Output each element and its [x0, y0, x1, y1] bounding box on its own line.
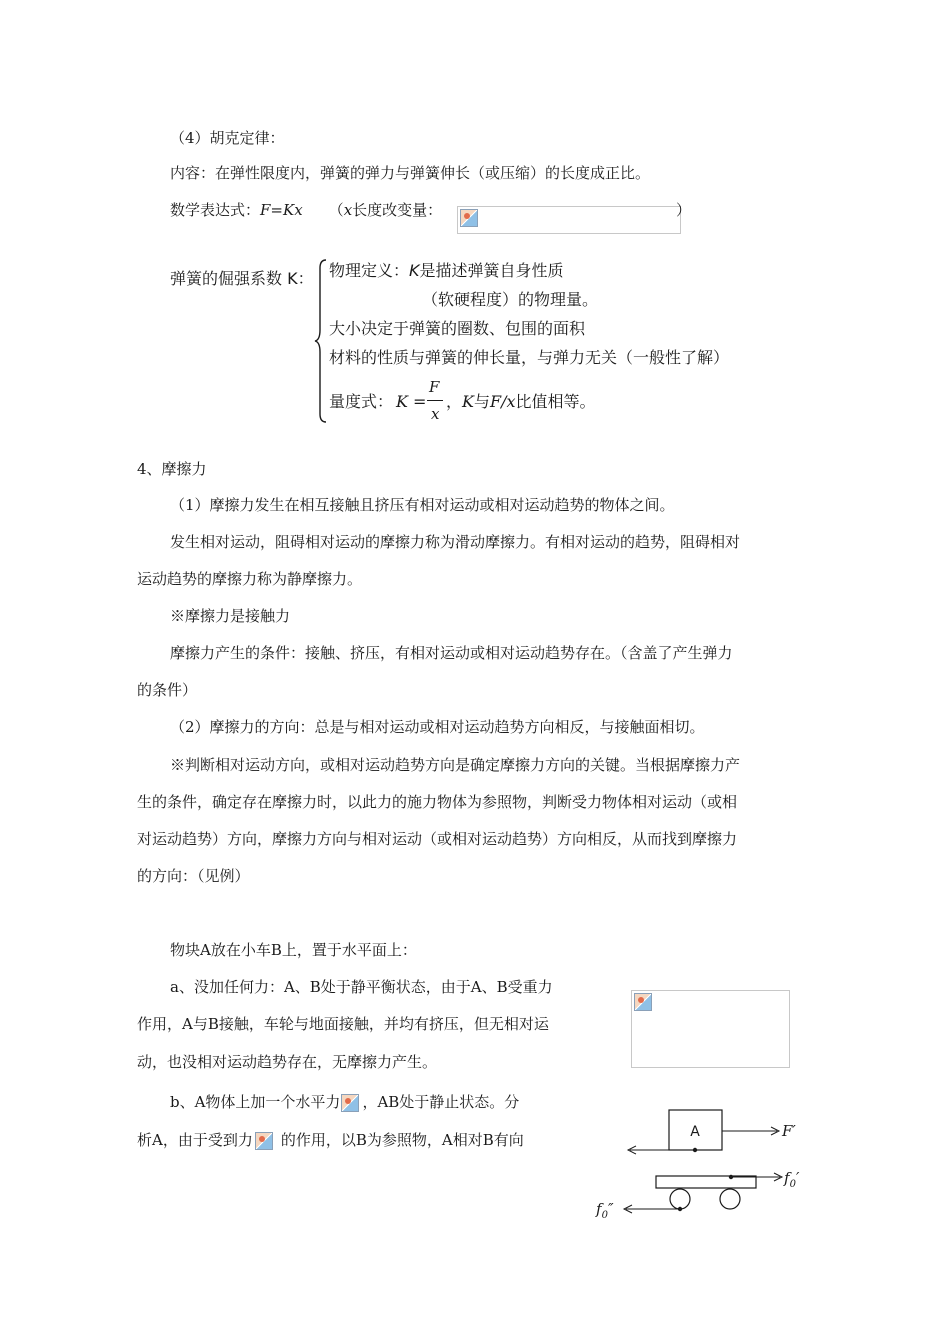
k-var: K — [409, 261, 420, 280]
friction-p2a: 发生相对运动，阻碍相对运动的摩擦力称为滑动摩擦力。有相对运动的趋势，阻碍相对 — [170, 533, 741, 551]
case-a-image-frame — [631, 990, 790, 1068]
case-b2-text-b: 的作用，以B为参照物，A相对B有向 — [280, 1131, 524, 1149]
force-diagram — [590, 1100, 820, 1225]
x-var: x — [343, 201, 353, 219]
friction-p2b: 运动趋势的摩擦力称为静摩擦力。 — [137, 570, 363, 588]
k-equals: K = — [396, 392, 427, 411]
friction-p6c: 对运动趋势）方向，摩擦力方向与相对运动（或相对运动趋势）方向相反，从而找到摩擦力 — [137, 830, 738, 848]
f0-double-prime-label: $f_0''$ — [596, 1200, 614, 1221]
friction-p1: （1）摩擦力发生在相互接触且挤压有相对运动或相对运动趋势的物体之间。 — [170, 496, 675, 514]
case-b-line1 — [170, 1091, 519, 1113]
force-image-icon — [341, 1094, 359, 1112]
case-a-image-icon — [634, 993, 652, 1011]
left-brace — [314, 258, 328, 424]
case-a-line1: a、没加任何力：A、B处于静平衡状态，由于A、B受重力 — [170, 978, 553, 996]
friction-p4a: 摩擦力产生的条件：接触、挤压，有相对运动或相对运动趋势存在。（含盖了产生弹力 — [170, 644, 733, 662]
friction-p6d: 的方向：（见例） — [137, 867, 250, 885]
hooke-formula-line — [170, 199, 442, 221]
k-var-2: K — [462, 392, 474, 411]
case-b-line2 — [137, 1129, 524, 1151]
friction-p6a: ※判断相对运动方向，或相对运动趋势方向是确定摩擦力方向的关键。当根据摩擦力产 — [170, 756, 741, 774]
spring-measure-rest — [446, 391, 596, 413]
ratio: F/x — [489, 392, 516, 411]
case-b2-text-a: 析A，由于受到力 — [137, 1131, 253, 1149]
case-b-text-a: b、A物体上加一个水平力 — [170, 1093, 341, 1111]
spring-material-line: 材料的性质与弹簧的伸长量，与弹力无关（一般性了解） — [329, 348, 730, 367]
contact-point-a — [693, 1148, 697, 1152]
with-text: 与 — [473, 392, 490, 411]
case-a-line2: 作用，A与B接触，车轮与地面接触，并均有挤压，但无相对运 — [137, 1015, 549, 1033]
spring-k-title: 弹簧的倔强系数 K： — [170, 269, 314, 288]
spring-factors-line: 大小决定于弹簧的圈数、包围的面积 — [329, 319, 586, 338]
x-note-close: ） — [676, 201, 692, 219]
block-a-label: A — [690, 1124, 700, 1140]
cart-wheel-right — [720, 1189, 740, 1209]
force-f-inline — [340, 1095, 362, 1111]
cart-wheel-left — [670, 1189, 690, 1209]
spring-measure-label: 量度式： — [329, 392, 394, 411]
fraction-numerator: F — [429, 378, 440, 396]
x-note: 长度改变量： — [352, 201, 443, 219]
formula-prefix: 数学表达式： — [170, 201, 261, 219]
ratio-text: 比值相等。 — [515, 392, 596, 411]
force-label: F′ — [782, 1122, 796, 1140]
x-note-open: （ — [328, 201, 344, 219]
spring-def-line1 — [329, 260, 564, 282]
friction-p6b: 生的条件，确定存在摩擦力时，以此力的施力物体为参照物，判断受力物体相对运动（或相 — [137, 793, 738, 811]
friction-p5: （2）摩擦力的方向：总是与相对运动或相对运动趋势方向相反，与接触面相切。 — [170, 718, 705, 736]
hooke-heading: （4）胡克定律： — [170, 129, 285, 147]
fraction-bar — [427, 400, 443, 401]
ground-contact-point — [678, 1207, 682, 1211]
friction-p3: ※摩擦力是接触力 — [170, 607, 291, 625]
case-b-text-b: ，AB处于静止状态。分 — [362, 1093, 520, 1111]
cart-b-body — [656, 1176, 756, 1188]
spring-def-line2: （软硬程度）的物理量。 — [422, 290, 599, 309]
friction-heading: 4、摩擦力 — [137, 460, 207, 478]
force-image-icon-2 — [255, 1132, 273, 1150]
force-f-inline-2 — [253, 1133, 281, 1149]
case-a-line3: 动，也没相对运动趋势存在，无摩擦力产生。 — [137, 1053, 438, 1071]
def-label: 物理定义： — [329, 261, 410, 280]
def-text: 是描述弹簧自身性质 — [419, 261, 564, 280]
image-placeholder-icon — [460, 209, 478, 227]
friction-p4b: 的条件） — [137, 681, 198, 699]
image-placeholder-frame — [457, 206, 681, 234]
fraction-denominator: x — [431, 405, 440, 423]
f0-prime-label: $f_0'$ — [784, 1169, 800, 1190]
hooke-content: 内容：在弹性限度内，弹簧的弹力与弹簧伸长（或压缩）的长度成正比。 — [170, 164, 651, 182]
comma: ， — [446, 392, 463, 411]
formula: F=Kx — [260, 201, 303, 219]
example-intro: 物块A放在小车B上，置于水平面上： — [170, 941, 417, 959]
